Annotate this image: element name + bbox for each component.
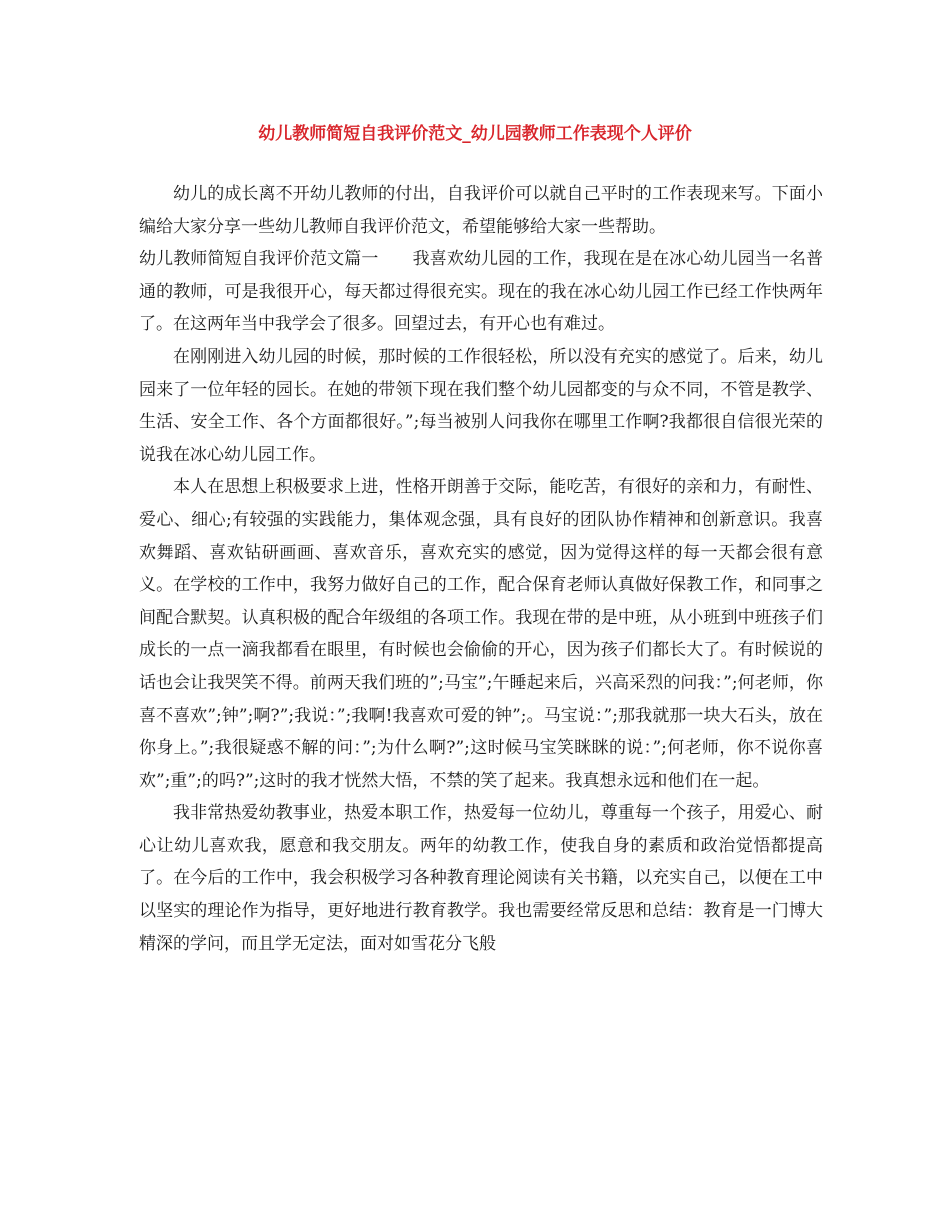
- document-body: [139, 178, 823, 960]
- paragraph-dedication: 我非常热爱幼教事业，热爱本职工作，热爱每一位幼儿，尊重每一个孩子，用爱心、耐心让幼儿喜欢我，愿意和我交朋友。两年的幼教工作，使我自身的素质和政治觉悟都提高了。在今后的工作中，我会积极学习各种教育理论阅读有关书籍，以充实自己，以便在工中以坚实的理论作为指导，更好地进行教育教学。我也需要经常反思和总结：教育是一门博大精深的学问，而且学无定法，面对如雪花分飞般: [139, 803, 823, 954]
- paragraph-intro: 幼儿的成长离不开幼儿教师的付出，自我评价可以就自己平时的工作表现来写。下面小编给大家分享一些幼儿教师自我评价范文，希望能够给大家一些帮助。: [139, 184, 823, 237]
- paragraph-kindergarten-start: 在刚刚进入幼儿园的时候，那时候的工作很轻松，所以没有充实的感觉了。后来，幼儿园来了一位年轻的园长。在她的带领下现在我们整个幼儿园都变的与众不同，不管是教学、生活、安全工作、各个方面都很好。”;每当被别人问我你在哪里工作啊?我都很自信很光荣的说我在冰心幼儿园工作。: [139, 346, 823, 465]
- paragraph-sample-one: 幼儿教师简短自我评价范文篇一 我喜欢幼儿园的工作，我现在是在冰心幼儿园当一名普通的教师，可是我很开心，每天都过得很充实。现在的我在冰心幼儿园工作已经工作快两年了。在这两年当中我学会了很多。回望过去，有开心也有难过。: [139, 249, 823, 335]
- paragraph-self-description: 本人在思想上积极要求上进，性格开朗善于交际，能吃苦，有很好的亲和力，有耐性、爱心、细心;有较强的实践能力，集体观念强，具有良好的团队协作精神和创新意识。我喜欢舞蹈、喜欢钻研画画、喜欢音乐，喜欢充实的感觉，因为觉得这样的每一天都会很有意义。在学校的工作中，我努力做好自己的工作，配合保育老师认真做好保教工作，和同事之间配合默契。认真积极的配合年级组的各项工作。我现在带的是中班，从小班到中班孩子们成长的一点一滴我都看在眼里，有时候也会偷偷的开心，因为孩子们都长大了。有时候说的话也会让我哭笑不得。前两天我们班的”;马宝”;午睡起来后，兴高采烈的问我：”;何老师，你喜不喜欢”;钟”;啊?”;我说：”;我啊!我喜欢可爱的钟”;。马宝说：”;那我就那一块大石头，放在你身上。”;我很疑惑不解的问：”;为什么啊?”;这时候马宝笑眯眯的说：”;何老师，你不说你喜欢”;重”;的吗?”;这时的我才恍然大悟，不禁的笑了起来。我真想永远和他们在一起。: [139, 477, 823, 791]
- document-title: 幼儿教师简短自我评价范文_幼儿园教师工作表现个人评价: [258, 124, 692, 144]
